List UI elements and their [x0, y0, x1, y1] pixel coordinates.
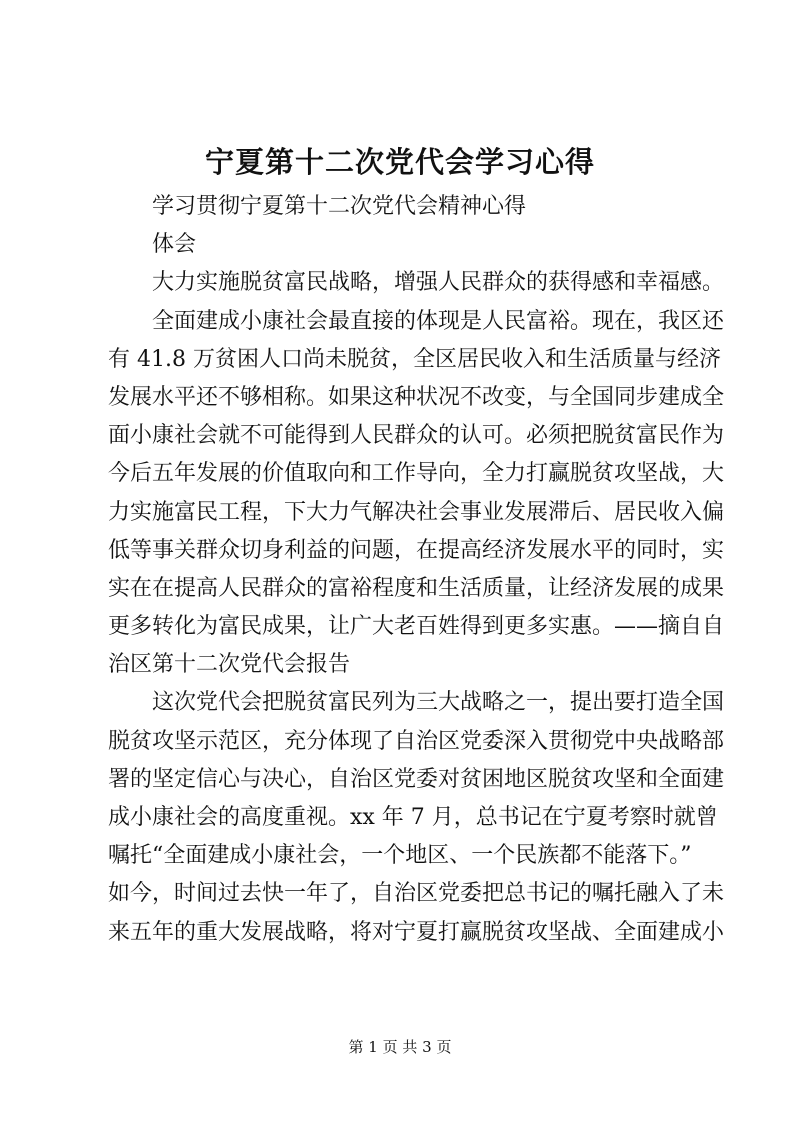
body-line: 今后五年发展的价值取向和工作导向，全力打赢脱贫攻坚战，大 [108, 461, 725, 487]
body-line: 有 41.8 万贫困人口尚未脱贫，全区居民收入和生活质量与经济 [108, 346, 721, 372]
body-line: 成小康社会的高度重视。xx 年 7 月，总书记在宁夏考察时就曾 [108, 805, 718, 830]
body-line: 体会 [152, 232, 197, 258]
body-line: 脱贫攻坚示范区，充分体现了自治区党委深入贯彻党中央战略部 [108, 728, 725, 754]
body-line: 低等事关群众切身利益的问题，在提高经济发展水平的同时，实 [108, 537, 725, 563]
body-line: 力实施富民工程，下大力气解决社会事业发展滞后、居民收入偏 [108, 499, 725, 525]
body-line: 面小康社会就不可能得到人民群众的认可。必须把脱贫富民作为 [108, 423, 725, 449]
body-line: 大力实施脱贫富民战略，增强人民群众的获得感和幸福感。 [152, 270, 725, 296]
body-line: 嘱托“全面建成小康社会，一个地区、一个民族都不能落下。” [108, 843, 692, 869]
body-line: 学习贯彻宁夏第十二次党代会精神心得 [152, 194, 527, 219]
body-line: 发展水平还不够相称。如果这种状况不改变，与全国同步建成全 [108, 384, 725, 410]
body-line: 如今，时间过去快一年了，自治区党委把总书记的嘱托融入了未 [108, 881, 725, 907]
body-line: 署的坚定信心与决心，自治区党委对贫困地区脱贫攻坚和全面建 [108, 766, 725, 792]
body-line: 全面建成小康社会最直接的体现是人民富裕。现在，我区还 [152, 308, 725, 334]
document-body [108, 188, 725, 952]
body-line: 更多转化为富民成果，让广大老百姓得到更多实惠。——摘自自 [108, 614, 725, 640]
page-footer: 第 1 页 共 3 页 [348, 1038, 452, 1056]
body-line: 治区第十二次党代会报告 [108, 652, 351, 678]
body-line: 实在在提高人民群众的富裕程度和生活质量，让经济发展的成果 [108, 575, 725, 601]
document-title: 宁夏第十二次党代会学习心得 [204, 145, 595, 179]
body-line: 来五年的重大发展战略，将对宁夏打赢脱贫攻坚战、全面建成小 [108, 919, 725, 945]
body-line: 这次党代会把脱贫富民列为三大战略之一，提出要打造全国 [152, 690, 725, 716]
